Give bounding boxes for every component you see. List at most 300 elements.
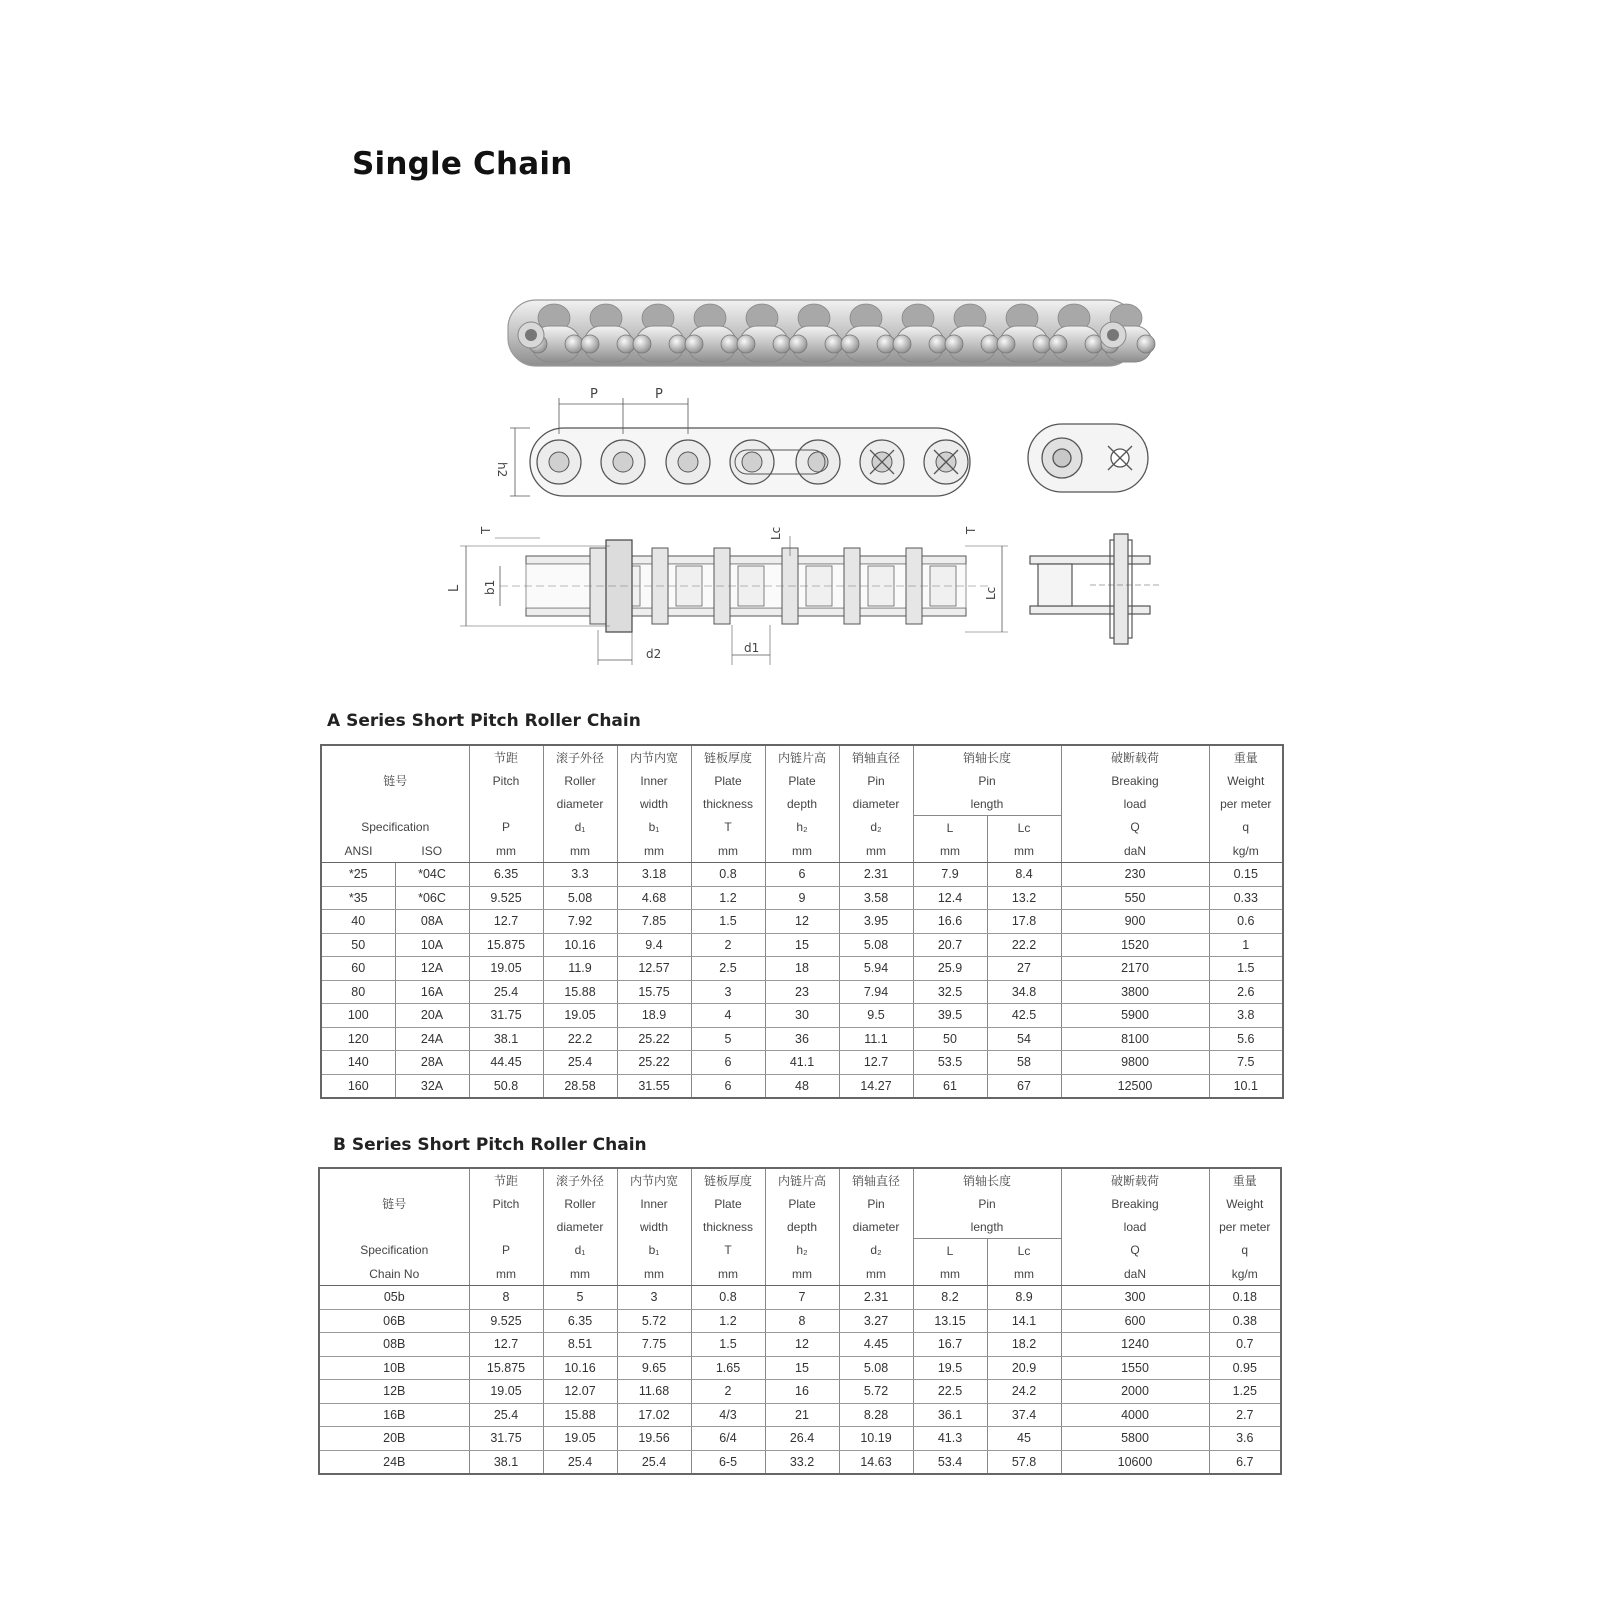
table-cell: 10.16 <box>543 933 617 957</box>
series-a-table-row <box>321 1051 1283 1075</box>
series-b-table <box>318 1167 1282 1475</box>
inner-width-label: b1 <box>483 579 497 595</box>
table-cell: 12 <box>765 1333 839 1357</box>
b-header-pin-d-unit: mm <box>839 1262 913 1286</box>
b-header-pin-d-cn: 销轴直径 <box>839 1168 913 1192</box>
table-cell: 24A <box>395 1027 469 1051</box>
table-cell: 1.2 <box>691 1309 765 1333</box>
b-header-inner-sym: b₁ <box>617 1239 691 1263</box>
b-header-weight-en2: per meter <box>1209 1215 1281 1239</box>
table-cell: 25.4 <box>543 1450 617 1474</box>
b-header-roller-unit: mm <box>543 1262 617 1286</box>
table-cell: 0.8 <box>691 1286 765 1310</box>
header-pin-L-sym: L <box>913 816 987 840</box>
table-cell: 41.3 <box>913 1427 987 1451</box>
header-roller-sym: d₁ <box>543 816 617 840</box>
table-cell: 10.1 <box>1209 1074 1283 1098</box>
table-cell: 08B <box>319 1333 469 1357</box>
table-cell: 2.5 <box>691 957 765 981</box>
table-cell: 33.2 <box>765 1450 839 1474</box>
table-cell: 8.51 <box>543 1333 617 1357</box>
header-plate-h-cn: 内链片高 <box>765 745 839 769</box>
table-cell: 10B <box>319 1356 469 1380</box>
header-weight-en: Weight <box>1209 769 1283 792</box>
top-view-drawing <box>460 536 1008 665</box>
table-cell: 54 <box>987 1027 1061 1051</box>
header-pin-L-unit: mm <box>913 839 987 863</box>
b-header-pin-len-en2: length <box>913 1215 1061 1239</box>
table-cell: 8.4 <box>987 863 1061 887</box>
header-roller-unit: mm <box>543 839 617 863</box>
header-pitch-en: Pitch <box>469 769 543 792</box>
header-roller-en: Roller <box>543 769 617 792</box>
table-cell: *25 <box>321 863 395 887</box>
table-cell: 25.22 <box>617 1027 691 1051</box>
table-cell: 57.8 <box>987 1450 1061 1474</box>
header-pitch-cn: 节距 <box>469 745 543 769</box>
table-cell: 16.6 <box>913 910 987 934</box>
b-header-plate-h-sym: h₂ <box>765 1239 839 1263</box>
end-view-top <box>1030 534 1160 644</box>
table-cell: 40 <box>321 910 395 934</box>
table-cell: 1.5 <box>691 1333 765 1357</box>
b-header-pin-Lc-unit: mm <box>987 1262 1061 1286</box>
table-cell: 12A <box>395 957 469 981</box>
table-cell: 2 <box>691 933 765 957</box>
chain-photo <box>508 300 1155 366</box>
table-cell: 3.3 <box>543 863 617 887</box>
header-iso: ISO <box>395 839 469 863</box>
table-cell: 8.9 <box>987 1286 1061 1310</box>
chain-figure <box>0 0 1600 700</box>
table-cell: 10.16 <box>543 1356 617 1380</box>
b-header-plate-h-en2: depth <box>765 1215 839 1239</box>
pin-diameter-label: d2 <box>646 647 662 661</box>
header-plate-t-sym: T <box>691 816 765 840</box>
table-cell: 9.65 <box>617 1356 691 1380</box>
series-b-table-row <box>319 1427 1281 1451</box>
table-cell: 0.6 <box>1209 910 1283 934</box>
table-cell: 24B <box>319 1450 469 1474</box>
series-a-table-row <box>321 980 1283 1004</box>
table-cell: 900 <box>1061 910 1209 934</box>
table-cell: 5900 <box>1061 1004 1209 1028</box>
table-cell: 2.31 <box>839 863 913 887</box>
header-roller-cn: 滚子外径 <box>543 745 617 769</box>
table-cell: 7.5 <box>1209 1051 1283 1075</box>
table-cell: 5.72 <box>617 1309 691 1333</box>
header-load-cn: 破断载荷 <box>1061 745 1209 769</box>
table-cell: 18.2 <box>987 1333 1061 1357</box>
table-cell: 3.95 <box>839 910 913 934</box>
table-cell: 26.4 <box>765 1427 839 1451</box>
b-header-spec-en: Specification <box>319 1239 469 1263</box>
table-cell: 9.5 <box>839 1004 913 1028</box>
table-cell: 15.88 <box>543 1403 617 1427</box>
plate-thickness-label-1: T <box>479 526 493 534</box>
table-cell: 19.56 <box>617 1427 691 1451</box>
plate-depth-label: h2 <box>495 462 509 478</box>
pin-length-conn-label-top: Lc <box>769 526 783 540</box>
table-cell: 28.58 <box>543 1074 617 1098</box>
b-header-spec-cn: 链号 <box>319 1192 469 1215</box>
table-cell: 600 <box>1061 1309 1209 1333</box>
b-header-plate-h-en: Plate <box>765 1192 839 1215</box>
table-cell: 39.5 <box>913 1004 987 1028</box>
table-cell: 3.6 <box>1209 1427 1281 1451</box>
table-cell: 27 <box>987 957 1061 981</box>
table-cell: 10A <box>395 933 469 957</box>
table-cell: 1 <box>1209 933 1283 957</box>
b-header-weight-en: Weight <box>1209 1192 1281 1215</box>
table-cell: 0.38 <box>1209 1309 1281 1333</box>
table-cell: 50.8 <box>469 1074 543 1098</box>
plate-thickness-label-2: T <box>964 526 978 534</box>
table-cell: 160 <box>321 1074 395 1098</box>
header-plate-h-en: Plate <box>765 769 839 792</box>
header-inner-en2: width <box>617 792 691 816</box>
table-cell: 7 <box>765 1286 839 1310</box>
table-cell: 3.8 <box>1209 1004 1283 1028</box>
table-cell: 6/4 <box>691 1427 765 1451</box>
table-cell: 4000 <box>1061 1403 1209 1427</box>
table-cell: 1550 <box>1061 1356 1209 1380</box>
table-cell: 7.75 <box>617 1333 691 1357</box>
table-cell: 15.88 <box>543 980 617 1004</box>
table-cell: 61 <box>913 1074 987 1098</box>
table-cell: 4 <box>691 1004 765 1028</box>
b-header-load-sym: Q <box>1061 1239 1209 1263</box>
table-cell: 10.19 <box>839 1427 913 1451</box>
header-pin-d-en: Pin <box>839 769 913 792</box>
table-cell: 12.57 <box>617 957 691 981</box>
table-cell: 25.22 <box>617 1051 691 1075</box>
header-pin-Lc-unit: mm <box>987 839 1061 863</box>
table-cell: 9.4 <box>617 933 691 957</box>
table-cell: 4.68 <box>617 886 691 910</box>
table-cell: 15 <box>765 933 839 957</box>
page-title: Single Chain <box>352 146 573 182</box>
b-header-inner-unit: mm <box>617 1262 691 1286</box>
b-header-pitch-en: Pitch <box>469 1192 543 1215</box>
table-cell: 60 <box>321 957 395 981</box>
b-header-pin-d-sym: d₂ <box>839 1239 913 1263</box>
table-cell: 20.9 <box>987 1356 1061 1380</box>
table-cell: 31.75 <box>469 1427 543 1451</box>
table-cell: 11.1 <box>839 1027 913 1051</box>
table-cell: 30 <box>765 1004 839 1028</box>
table-cell: 1.2 <box>691 886 765 910</box>
table-cell: 25.4 <box>469 1403 543 1427</box>
table-cell: 20A <box>395 1004 469 1028</box>
table-cell: 6.35 <box>543 1309 617 1333</box>
table-cell: 05b <box>319 1286 469 1310</box>
b-header-inner-en: Inner <box>617 1192 691 1215</box>
table-cell: 14.27 <box>839 1074 913 1098</box>
header-load-sym: Q <box>1061 816 1209 840</box>
b-header-inner-en2: width <box>617 1215 691 1239</box>
table-cell: 12.7 <box>839 1051 913 1075</box>
header-weight-cn: 重量 <box>1209 745 1283 769</box>
table-cell: 16 <box>765 1380 839 1404</box>
header-pin-d-sym: d₂ <box>839 816 913 840</box>
b-header-plate-t-unit: mm <box>691 1262 765 1286</box>
table-cell: 12500 <box>1061 1074 1209 1098</box>
table-cell: 25.4 <box>469 980 543 1004</box>
table-cell: 1520 <box>1061 933 1209 957</box>
b-header-pin-L-unit: mm <box>913 1262 987 1286</box>
b-header-pin-Lc-sym: Lc <box>987 1239 1061 1263</box>
table-cell: 0.15 <box>1209 863 1283 887</box>
b-header-pitch-cn: 节距 <box>469 1168 543 1192</box>
table-cell: 08A <box>395 910 469 934</box>
table-cell: 1.65 <box>691 1356 765 1380</box>
b-header-plate-t-sym: T <box>691 1239 765 1263</box>
table-cell: 19.05 <box>543 1004 617 1028</box>
b-header-pitch-sym: P <box>469 1239 543 1263</box>
header-spec-cn: 链号 <box>321 769 469 792</box>
table-cell: 58 <box>987 1051 1061 1075</box>
table-cell: *04C <box>395 863 469 887</box>
table-cell: 0.33 <box>1209 886 1283 910</box>
header-pin-Lc-sym: Lc <box>987 816 1061 840</box>
table-cell: 8 <box>765 1309 839 1333</box>
table-cell: 0.7 <box>1209 1333 1281 1357</box>
table-cell: 45 <box>987 1427 1061 1451</box>
b-header-plate-t-en: Plate <box>691 1192 765 1215</box>
table-cell: 22.2 <box>987 933 1061 957</box>
series-a-table-row <box>321 863 1283 887</box>
table-cell: 24.2 <box>987 1380 1061 1404</box>
table-cell: 15.75 <box>617 980 691 1004</box>
header-plate-t-unit: mm <box>691 839 765 863</box>
table-cell: 12.4 <box>913 886 987 910</box>
table-cell: 19.05 <box>469 1380 543 1404</box>
table-cell: 38.1 <box>469 1027 543 1051</box>
table-cell: 0.18 <box>1209 1286 1281 1310</box>
b-header-pitch-en2 <box>469 1215 543 1239</box>
table-cell: 7.94 <box>839 980 913 1004</box>
series-b-title: B Series Short Pitch Roller Chain <box>333 1135 647 1155</box>
table-cell: 19.05 <box>543 1427 617 1451</box>
b-header-plate-t-en2: thickness <box>691 1215 765 1239</box>
table-cell: 25.4 <box>543 1051 617 1075</box>
table-cell: 3 <box>617 1286 691 1310</box>
pitch-label-1: P <box>590 387 598 402</box>
table-cell: 06B <box>319 1309 469 1333</box>
header-plate-h-unit: mm <box>765 839 839 863</box>
table-cell: 8100 <box>1061 1027 1209 1051</box>
b-header-plate-h-unit: mm <box>765 1262 839 1286</box>
table-cell: 5.08 <box>839 1356 913 1380</box>
header-pin-d-cn: 销轴直径 <box>839 745 913 769</box>
table-cell: 2.31 <box>839 1286 913 1310</box>
table-cell: 2 <box>691 1380 765 1404</box>
table-cell: 16.7 <box>913 1333 987 1357</box>
table-cell: 42.5 <box>987 1004 1061 1028</box>
table-cell: 53.5 <box>913 1051 987 1075</box>
header-inner-en: Inner <box>617 769 691 792</box>
table-cell: 7.85 <box>617 910 691 934</box>
table-cell: 12.07 <box>543 1380 617 1404</box>
table-cell: 19.5 <box>913 1356 987 1380</box>
table-cell: 8.28 <box>839 1403 913 1427</box>
table-cell: 1.25 <box>1209 1380 1281 1404</box>
header-pin-d-en2: diameter <box>839 792 913 816</box>
table-cell: 120 <box>321 1027 395 1051</box>
series-a-table-row <box>321 1074 1283 1098</box>
b-header-pin-len-en: Pin <box>913 1192 1061 1215</box>
b-header-inner-cn: 内节内宽 <box>617 1168 691 1192</box>
b-header-load-unit: daN <box>1061 1262 1209 1286</box>
table-cell: 2000 <box>1061 1380 1209 1404</box>
series-b-table-row <box>319 1286 1281 1310</box>
table-cell: 550 <box>1061 886 1209 910</box>
header-plate-t-en2: thickness <box>691 792 765 816</box>
table-cell: 11.68 <box>617 1380 691 1404</box>
table-cell: 1.5 <box>691 910 765 934</box>
series-b-table-row <box>319 1403 1281 1427</box>
table-cell: 8 <box>469 1286 543 1310</box>
series-a-table-row <box>321 1004 1283 1028</box>
header-pitch-unit: mm <box>469 839 543 863</box>
b-header-load-en: Breaking <box>1061 1192 1209 1215</box>
table-cell: 13.15 <box>913 1309 987 1333</box>
table-cell: 12.7 <box>469 1333 543 1357</box>
table-cell: 9 <box>765 886 839 910</box>
pin-length-label: L <box>447 584 462 592</box>
table-cell: 230 <box>1061 863 1209 887</box>
series-a-table-row <box>321 886 1283 910</box>
header-pin-len-en2: length <box>913 792 1061 816</box>
series-a-table-row <box>321 1027 1283 1051</box>
table-cell: 140 <box>321 1051 395 1075</box>
table-cell: 20.7 <box>913 933 987 957</box>
table-cell: 1.5 <box>1209 957 1283 981</box>
table-cell: 44.45 <box>469 1051 543 1075</box>
table-cell: 20B <box>319 1427 469 1451</box>
table-cell: 17.02 <box>617 1403 691 1427</box>
table-cell: 11.9 <box>543 957 617 981</box>
table-cell: 13.2 <box>987 886 1061 910</box>
b-header-weight-cn: 重量 <box>1209 1168 1281 1192</box>
table-cell: 4.45 <box>839 1333 913 1357</box>
b-header-roller-cn: 滚子外径 <box>543 1168 617 1192</box>
table-cell: 15 <box>765 1356 839 1380</box>
table-cell: 37.4 <box>987 1403 1061 1427</box>
table-cell: 41.1 <box>765 1051 839 1075</box>
header-plate-h-sym: h₂ <box>765 816 839 840</box>
header-load-en: Breaking <box>1061 769 1209 792</box>
table-cell: 5.72 <box>839 1380 913 1404</box>
table-cell: 100 <box>321 1004 395 1028</box>
b-header-load-cn: 破断载荷 <box>1061 1168 1209 1192</box>
header-load-en2: load <box>1061 792 1209 816</box>
table-cell: 28A <box>395 1051 469 1075</box>
roller-diameter-label: d1 <box>744 641 760 655</box>
header-pin-len-cn: 销轴长度 <box>913 745 1061 769</box>
table-cell: 16A <box>395 980 469 1004</box>
table-cell: 36 <box>765 1027 839 1051</box>
table-cell: 2170 <box>1061 957 1209 981</box>
series-b-table-row <box>319 1356 1281 1380</box>
b-header-roller-en: Roller <box>543 1192 617 1215</box>
table-cell: 53.4 <box>913 1450 987 1474</box>
series-b-table-row <box>319 1380 1281 1404</box>
table-cell: 12.7 <box>469 910 543 934</box>
table-cell: 32.5 <box>913 980 987 1004</box>
table-cell: 7.9 <box>913 863 987 887</box>
pin-length-conn-label: Lc <box>984 586 998 600</box>
b-header-weight-unit: kg/m <box>1209 1262 1281 1286</box>
table-cell: 50 <box>913 1027 987 1051</box>
header-weight-sym: q <box>1209 816 1283 840</box>
table-cell: 38.1 <box>469 1450 543 1474</box>
table-cell: 9.525 <box>469 1309 543 1333</box>
side-view-drawing <box>510 398 970 496</box>
table-cell: 5 <box>691 1027 765 1051</box>
header-plate-t-en: Plate <box>691 769 765 792</box>
table-cell: 12 <box>765 910 839 934</box>
table-cell: 3.58 <box>839 886 913 910</box>
b-header-plate-h-cn: 内链片高 <box>765 1168 839 1192</box>
table-cell: 6.35 <box>469 863 543 887</box>
end-view-side <box>1028 424 1148 492</box>
table-cell: 4/3 <box>691 1403 765 1427</box>
table-cell: 10600 <box>1061 1450 1209 1474</box>
b-header-load-en2: load <box>1061 1215 1209 1239</box>
header-weight-en2: per meter <box>1209 792 1283 816</box>
table-cell: 9.525 <box>469 886 543 910</box>
table-cell: 5.08 <box>543 886 617 910</box>
table-cell: *35 <box>321 886 395 910</box>
table-cell: 16B <box>319 1403 469 1427</box>
pitch-label-2: P <box>655 387 663 402</box>
table-cell: 14.1 <box>987 1309 1061 1333</box>
header-spec-en: Specification <box>321 816 469 840</box>
table-cell: 15.875 <box>469 933 543 957</box>
table-cell: 5.94 <box>839 957 913 981</box>
table-cell: 7.92 <box>543 910 617 934</box>
header-inner-sym: b₁ <box>617 816 691 840</box>
table-cell: 67 <box>987 1074 1061 1098</box>
header-load-unit: daN <box>1061 839 1209 863</box>
table-cell: 18 <box>765 957 839 981</box>
table-cell: 17.8 <box>987 910 1061 934</box>
table-cell: 80 <box>321 980 395 1004</box>
b-header-roller-sym: d₁ <box>543 1239 617 1263</box>
table-cell: 5.08 <box>839 933 913 957</box>
b-header-pin-d-en: Pin <box>839 1192 913 1215</box>
table-cell: 1240 <box>1061 1333 1209 1357</box>
table-cell: 21 <box>765 1403 839 1427</box>
table-cell: 12B <box>319 1380 469 1404</box>
table-cell: *06C <box>395 886 469 910</box>
header-pin-len-en: Pin <box>913 769 1061 792</box>
series-a-table-row <box>321 957 1283 981</box>
table-cell: 9800 <box>1061 1051 1209 1075</box>
table-cell: 0.8 <box>691 863 765 887</box>
series-a-table-row <box>321 910 1283 934</box>
header-weight-unit: kg/m <box>1209 839 1283 863</box>
table-cell: 6-5 <box>691 1450 765 1474</box>
series-b-table-row <box>319 1333 1281 1357</box>
b-header-roller-en2: diameter <box>543 1215 617 1239</box>
table-cell: 6.7 <box>1209 1450 1281 1474</box>
table-cell: 5.6 <box>1209 1027 1283 1051</box>
table-cell: 34.8 <box>987 980 1061 1004</box>
table-cell: 5 <box>543 1286 617 1310</box>
